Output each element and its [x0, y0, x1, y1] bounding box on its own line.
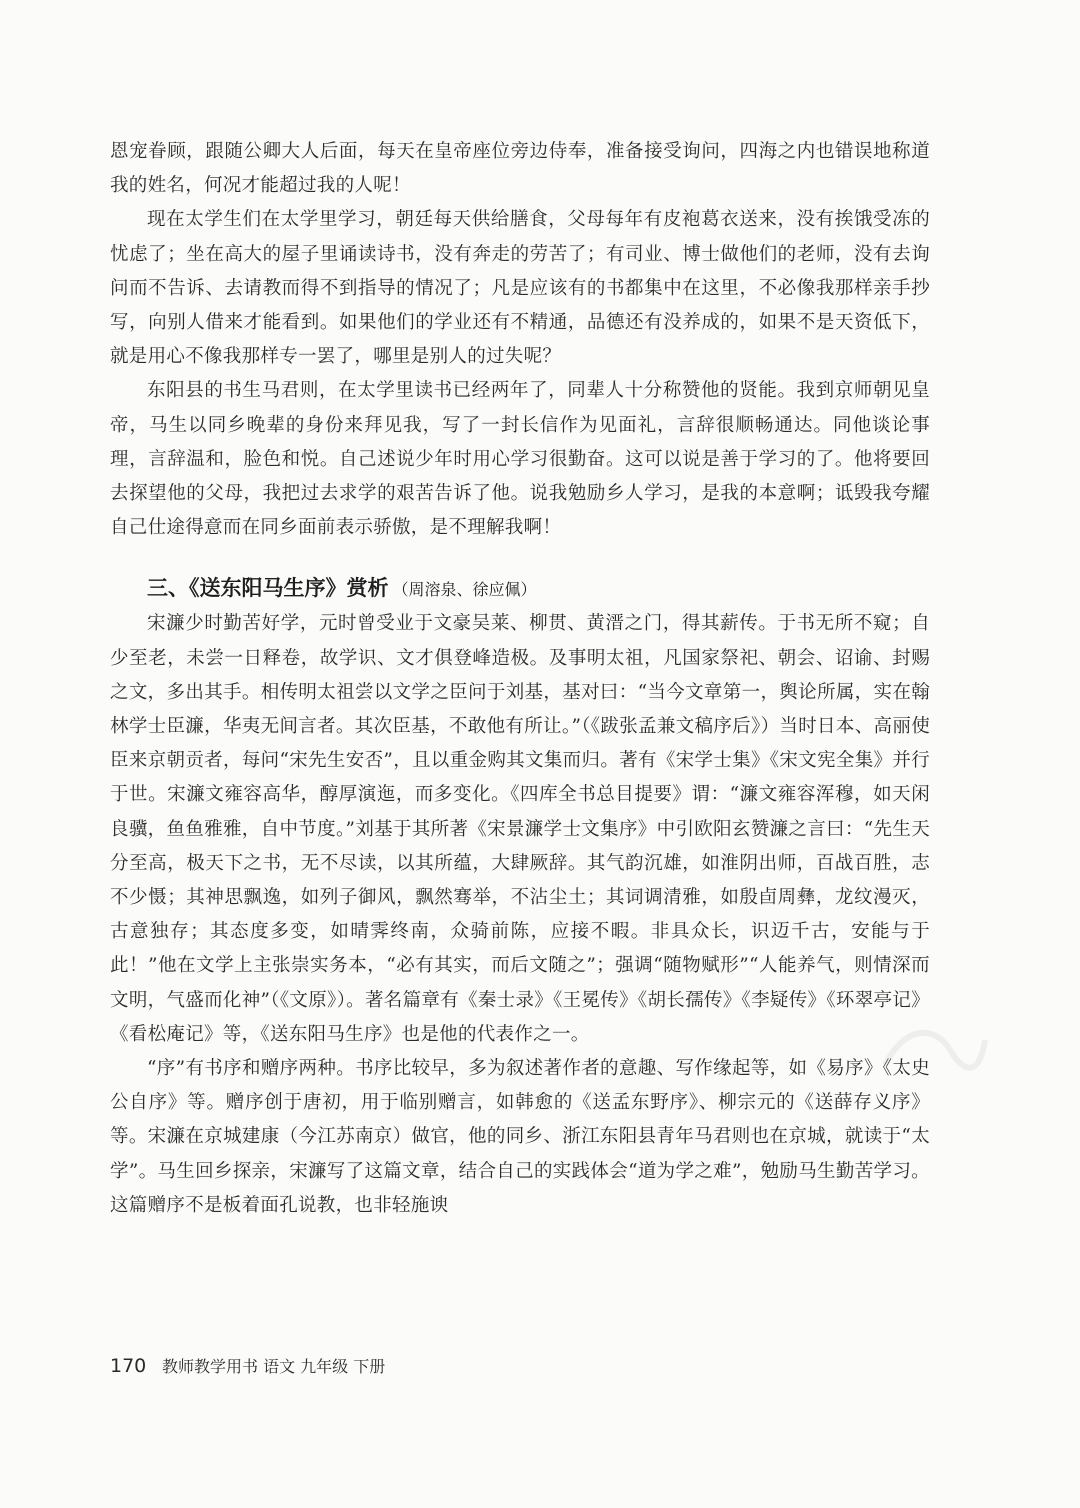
paragraph-3: 东阳县的书生马君则，在太学里读书已经两年了，同辈人十分称赞他的贤能。我到京师朝见皇帝，马生以同乡晚辈的身份来拜见我，写了一封长信作为见面礼，言辞很顺畅通达。同他谈论事理，言辞温和，脸色和悦。自己述说少年时用心学习很勤奋。这可以说是善于学习的了。他将要回去探望他的父母，我把过去求学的艰苦告诉了他。说我勉励乡人学习，是我的本意啊；诋毁我夸耀自己仕途得意而在同乡面前表示骄傲，是不理解我啊！ — [110, 380, 930, 539]
paragraph-1: 恩宠眷顾，跟随公卿大人后面，每天在皇帝座位旁边侍奉，准备接受询问，四海之内也错误地称道我的姓名，何况才能超过我的人呢！ — [110, 141, 930, 197]
page-number: 170 — [110, 1355, 147, 1377]
watermark-swirl-icon — [880, 1020, 990, 1080]
section-heading — [110, 571, 930, 607]
section-title: 三、《送东阳马生序》赏析 — [147, 576, 389, 601]
book-title: 教师教学用书 语文 九年级 下册 — [162, 1357, 386, 1376]
section-authors: （周溶泉、徐应佩） — [392, 580, 537, 600]
paragraph-5: “序”有书序和赠序两种。书序比较早，多为叙述著作者的意趣、写作缘起等，如《易序》《太史公自序》等。赠序创于唐初，用于临别赠言，如韩愈的《送孟东野序》、柳宗元的《送薛存义序》等。宋濂在京城建康（今江苏南京）做官，他的同乡、浙江东阳县青年马君则也在京城，就读于“太学”。马生回乡探亲，宋濂写了这篇文章，结合自己的实践体会“道为学之难”，勉励马生勤苦学习。这篇赠序不是板着面孔说教，也非轻施谀 — [110, 1058, 930, 1216]
page-body — [110, 135, 930, 1223]
paragraph-4: 宋濂少时勤苦好学，元时曾受业于文豪吴莱、柳贯、黄溍之门，得其薪传。于书无所不窥；自少至老，未尝一日释卷，故学识、文才俱登峰造极。及事明太祖，凡国家祭祀、朝会、诏谕、封赐之文，多出其手。相传明太祖尝以文学之臣问于刘基，基对曰：“当今文章第一，舆论所属，实在翰林学士臣濂，华夷无间言者。其次臣基，不敢他有所让。”（《跋张孟兼文稿序后》）当时日本、高丽使臣来京朝贡者，每问“宋先生安否”，且以重金购其文集而归。著有《宋学士集》《宋文宪全集》并行于世。宋濂文雍容高华，醇厚演迤，而多变化。《四库全书总目提要》谓：“濂文雍容浑穆，如天闲良骥，鱼鱼雅雅，自中节度。”刘基于其所著《宋景濂学士文集序》中引欧阳玄赞濂之言曰：“先生天分至高，极天下之书，无不尽读，以其所蕴，大肆厥辞。其气韵沉雄，如淮阴出师，百战百胜，志不少慑；其神思飘逸，如列子御风，飘然骞举，不沾尘土；其词调清雅，如殷卣周彝，龙纹漫灭，古意独存；其态度多变，如晴霁终南，众骑前陈，应接不暇。非具众长，识迈千古，安能与于此！”他在文学上主张崇实务本，“必有其实，而后文随之”；强调“随物赋形”“人能养气，则情深而文明，气盛而化神”（《文原》）。著名篇章有《秦士录》《王冕传》《胡长孺传》《李疑传》《环翠亭记》《看松庵记》等，《送东阳马生序》也是他的代表作之一。 — [110, 613, 930, 1045]
page-footer — [110, 1354, 385, 1379]
paragraph-2: 现在太学生们在太学里学习，朝廷每天供给膳食，父母每年有皮袍葛衣送来，没有挨饿受冻的忧虑了；坐在高大的屋子里诵读诗书，没有奔走的劳苦了；有司业、博士做他们的老师，没有去询问而不告诉、去请教而得不到指导的情况了；凡是应该有的书都集中在这里，不必像我那样亲手抄写，向别人借来才能看到。如果他们的学业还有不精通，品德还有没养成的，如果不是天资低下，就是用心不像我那样专一罢了，哪里是别人的过失呢？ — [110, 209, 930, 368]
